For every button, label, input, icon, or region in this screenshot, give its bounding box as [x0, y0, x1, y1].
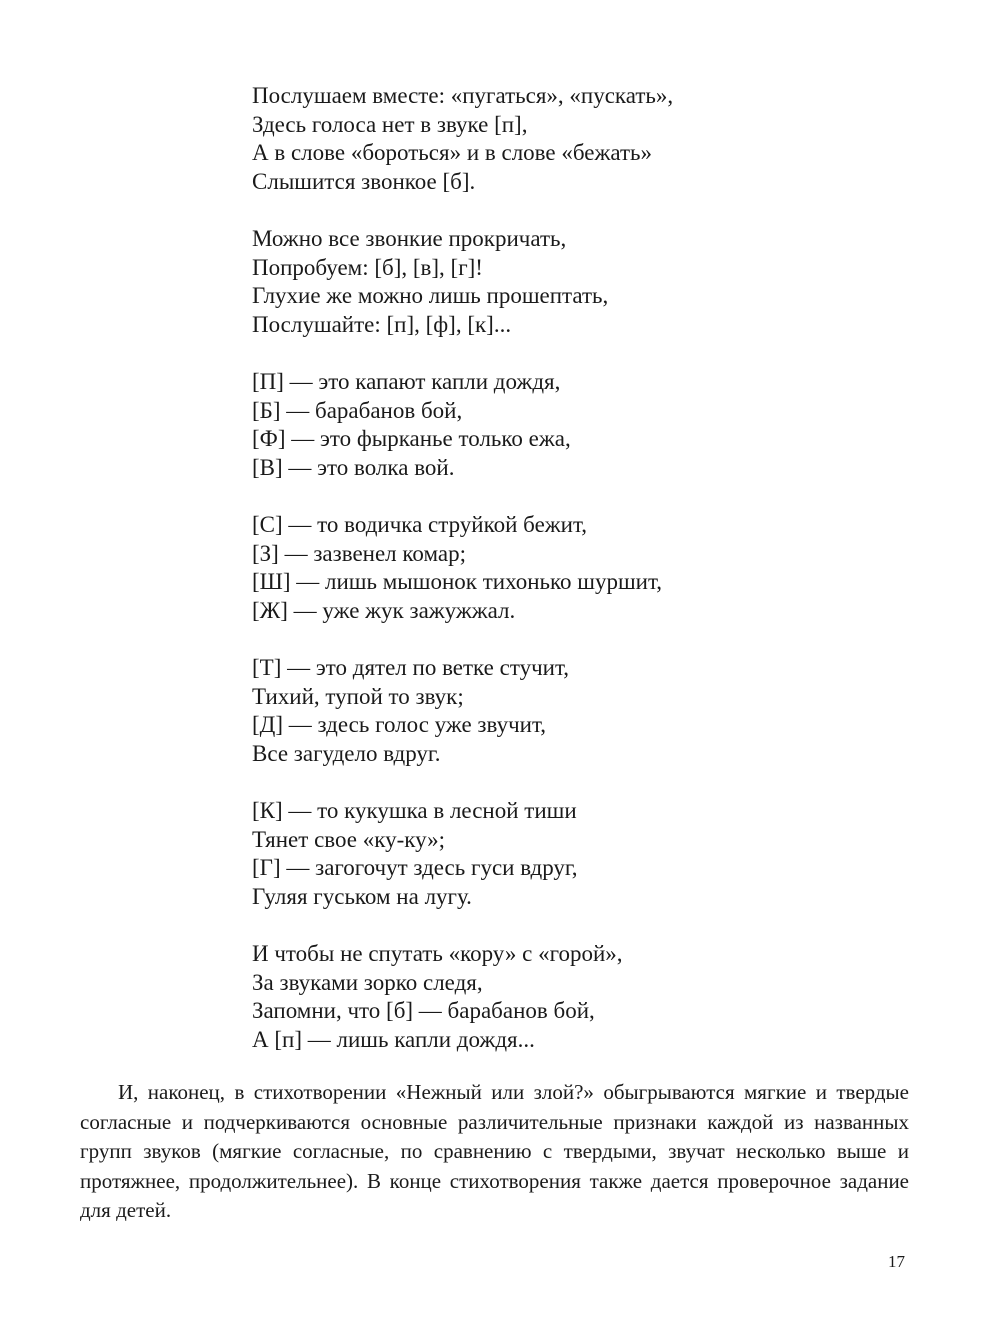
poem-line: Запомни, что [б] — барабанов бой,	[252, 998, 595, 1023]
poem-line: А [п] — лишь капли дождя...	[252, 1026, 535, 1052]
poem-line: Все загудело вдруг.	[252, 740, 441, 766]
poem-line: Слышится звонкое [б].	[252, 168, 476, 194]
poem-line: [З] — зазвенел комар;	[252, 540, 466, 566]
poem-stanza-2	[252, 225, 892, 339]
poem-stanza-1	[252, 82, 892, 196]
poem-line: [В] — это волка вой.	[252, 454, 455, 480]
poem-line: [Д] — здесь голос уже звучит,	[252, 712, 547, 737]
poem-stanza-7	[252, 940, 892, 1054]
poem-line: Послушаем вместе: «пугаться», «пускать»,	[252, 83, 674, 108]
poem-line: [Ж] — уже жук зажужжал.	[252, 597, 516, 623]
poem-line: А в слове «бороться» и в слове «бежать»	[252, 140, 653, 165]
poem-line: [К] — то кукушка в лесной тиши	[252, 798, 577, 823]
poem-line: Можно все звонкие прокричать,	[252, 226, 567, 251]
poem-line: За звуками зорко следя,	[252, 969, 483, 995]
poem-line: Тихий, тупой то звук;	[252, 683, 464, 709]
poem-line: Попробуем: [б], [в], [г]!	[252, 254, 483, 280]
poem-line: [Б] — барабанов бой,	[252, 397, 463, 423]
poem-line: Глухие же можно лишь прошептать,	[252, 283, 609, 308]
poem-stanza-3	[252, 368, 892, 482]
poem-line: [Г] — загогочут здесь гуси вдруг,	[252, 855, 578, 880]
poem-stanza-6	[252, 797, 892, 911]
poem-line: [Т] — это дятел по ветке стучит,	[252, 655, 570, 680]
poem-line: [П] — это капают капли дождя,	[252, 369, 561, 394]
poem-line: [С] — то водичка струйкой бежит,	[252, 512, 588, 537]
poem-line: Здесь голоса нет в звуке [п],	[252, 111, 528, 137]
page-number: 17	[888, 1252, 905, 1271]
poem-line: [Ф] — это фырканье только ежа,	[252, 426, 571, 451]
body-paragraph: И, наконец, в стихотворении «Нежный или злой?» обыгрываются мягкие и твердые согласные и подчеркиваются основные различительные признаки каждой из названных групп звуков (мягкие согласные, по сравнению с твердыми, звучат несколько выше и протяжнее, продолжительнее). В конце стихотворения также дается проверочное задание для детей.	[80, 1080, 909, 1222]
poem-line: Гуляя гуськом на лугу.	[252, 883, 472, 909]
poem-line: Тянет свое «ку-ку»;	[252, 826, 446, 852]
poem-stanza-4	[252, 511, 892, 625]
poem-line: И чтобы не спутать «кору» с «горой»,	[252, 941, 623, 966]
poem-line: [Ш] — лишь мышонок тихонько шуршит,	[252, 569, 663, 594]
poem-line: Послушайте: [п], [ф], [к]...	[252, 311, 512, 337]
poem	[252, 82, 892, 1083]
poem-stanza-5	[252, 654, 892, 768]
